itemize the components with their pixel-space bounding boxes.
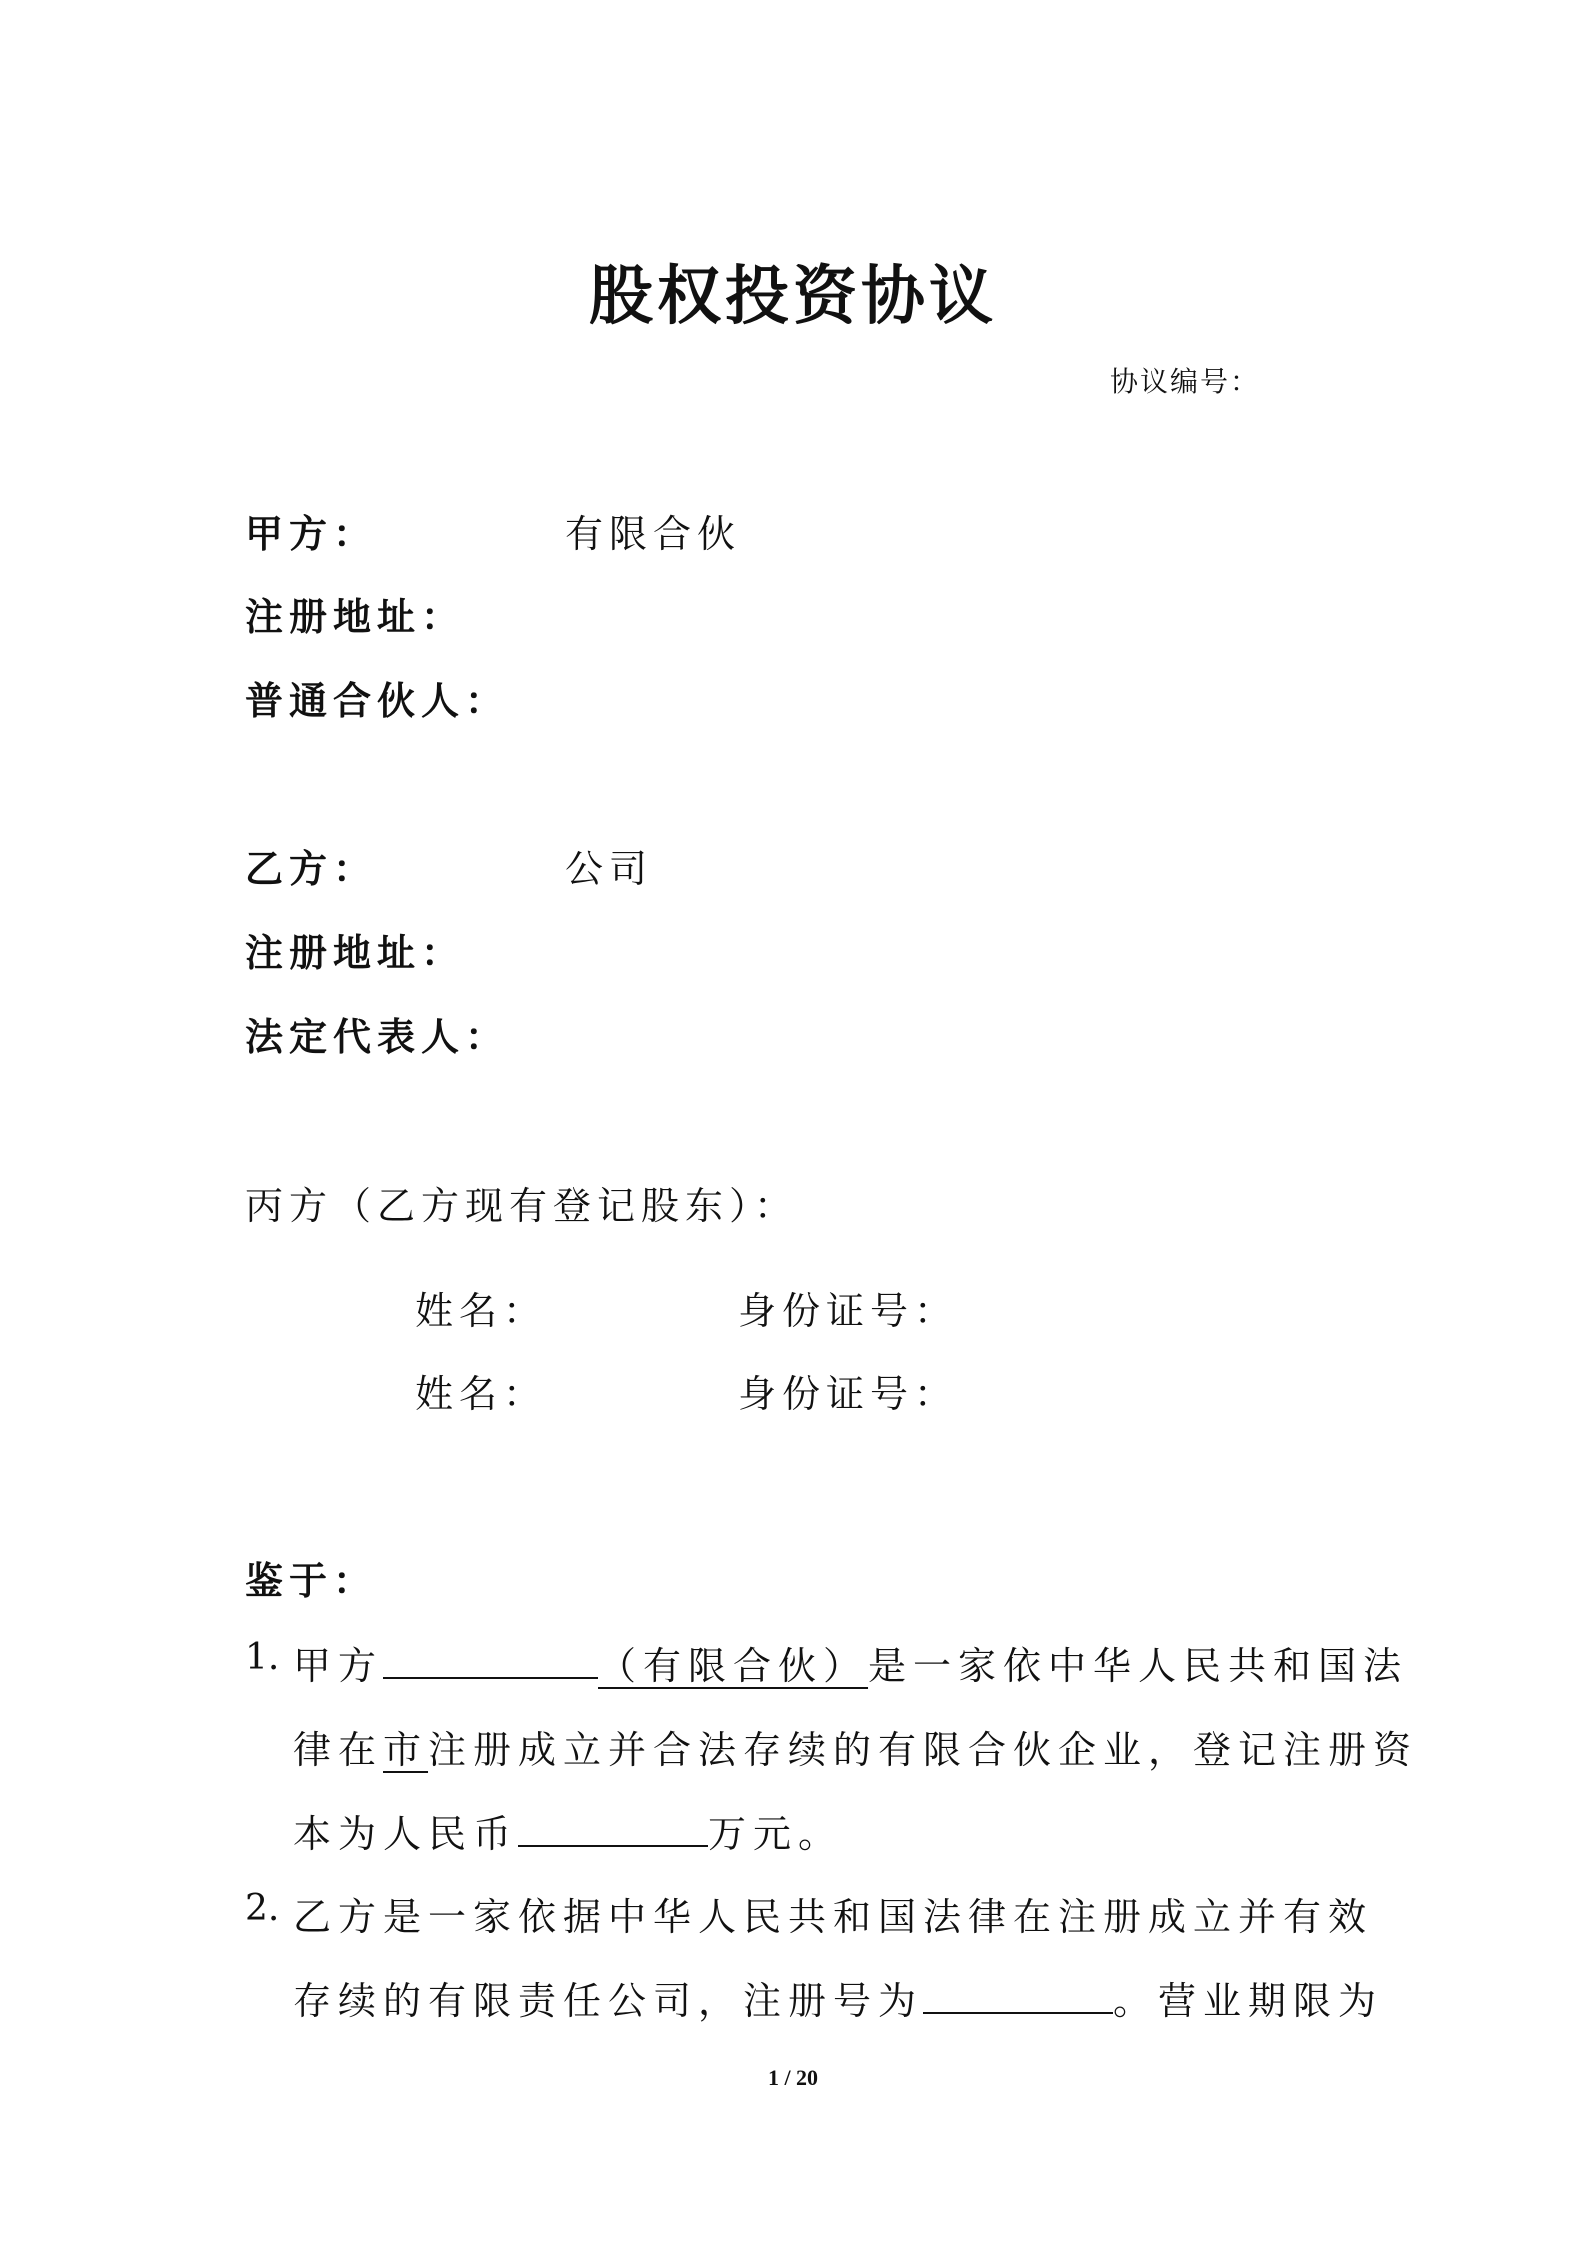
- party-c-label: 丙方（乙方现有登记股东）：: [245, 1184, 799, 1228]
- recital-1-party-a: 甲方: [293, 1644, 384, 1688]
- recital-2-text-b: 。营业期限为: [1113, 1979, 1384, 2023]
- party-c-id-label-2: 身份证号：: [738, 1372, 959, 1416]
- party-b-rep-label: 法定代表人：: [245, 1014, 510, 1059]
- recital-2-number: 2.: [245, 1888, 280, 1929]
- recital-2-reg-no-blank: [923, 1976, 1113, 2014]
- party-a-address-label: 注册地址：: [245, 594, 466, 639]
- recital-1-line-1: [293, 1635, 1408, 1690]
- party-b-value: 公司: [565, 847, 654, 891]
- party-a-gp-label: 普通合伙人：: [245, 678, 510, 723]
- recital-1-city: 市: [383, 1728, 429, 1772]
- recital-2-line-2: [293, 1970, 1383, 2025]
- recital-1-number: 1.: [245, 1637, 280, 1678]
- party-c-id-label-1: 身份证号：: [738, 1289, 959, 1333]
- recital-1-line-2: [293, 1719, 1418, 1774]
- recital-1-text-b: 律在: [293, 1728, 384, 1772]
- recital-2-text-a: 存续的有限责任公司，注册号为: [293, 1979, 924, 2023]
- agreement-number-label: 协议编号：: [1110, 365, 1261, 398]
- page-number: 1 / 20: [767, 2065, 819, 2090]
- party-c-name-label-1: 姓名：: [415, 1289, 548, 1333]
- recital-1-text-c: 注册成立并合法存续的有限合伙企业，登记注册资: [428, 1728, 1419, 1772]
- party-a-label: 甲方：: [245, 511, 378, 556]
- recital-1-lp-text: （有限合伙）: [598, 1644, 869, 1688]
- party-c-name-label-2: 姓名：: [415, 1372, 548, 1416]
- recital-1-line-3: [293, 1803, 843, 1858]
- recital-1-text-e: 万元。: [708, 1812, 844, 1856]
- party-a-value: 有限合伙: [565, 512, 742, 556]
- recitals-heading: 鉴于：: [245, 1558, 378, 1603]
- recital-1-text-a: 是一家依中华人民共和国法: [868, 1644, 1409, 1688]
- recital-1-text-d: 本为人民币: [293, 1812, 519, 1856]
- recital-1-capital-blank: [518, 1809, 708, 1847]
- page-title: 股权投资协议: [589, 259, 997, 334]
- party-b-label: 乙方：: [245, 846, 378, 891]
- recital-1-name-blank: [383, 1641, 598, 1679]
- party-b-address-label: 注册地址：: [245, 930, 466, 975]
- recital-2-line-1: 乙方是一家依据中华人民共和国法律在注册成立并有效: [293, 1895, 1374, 1939]
